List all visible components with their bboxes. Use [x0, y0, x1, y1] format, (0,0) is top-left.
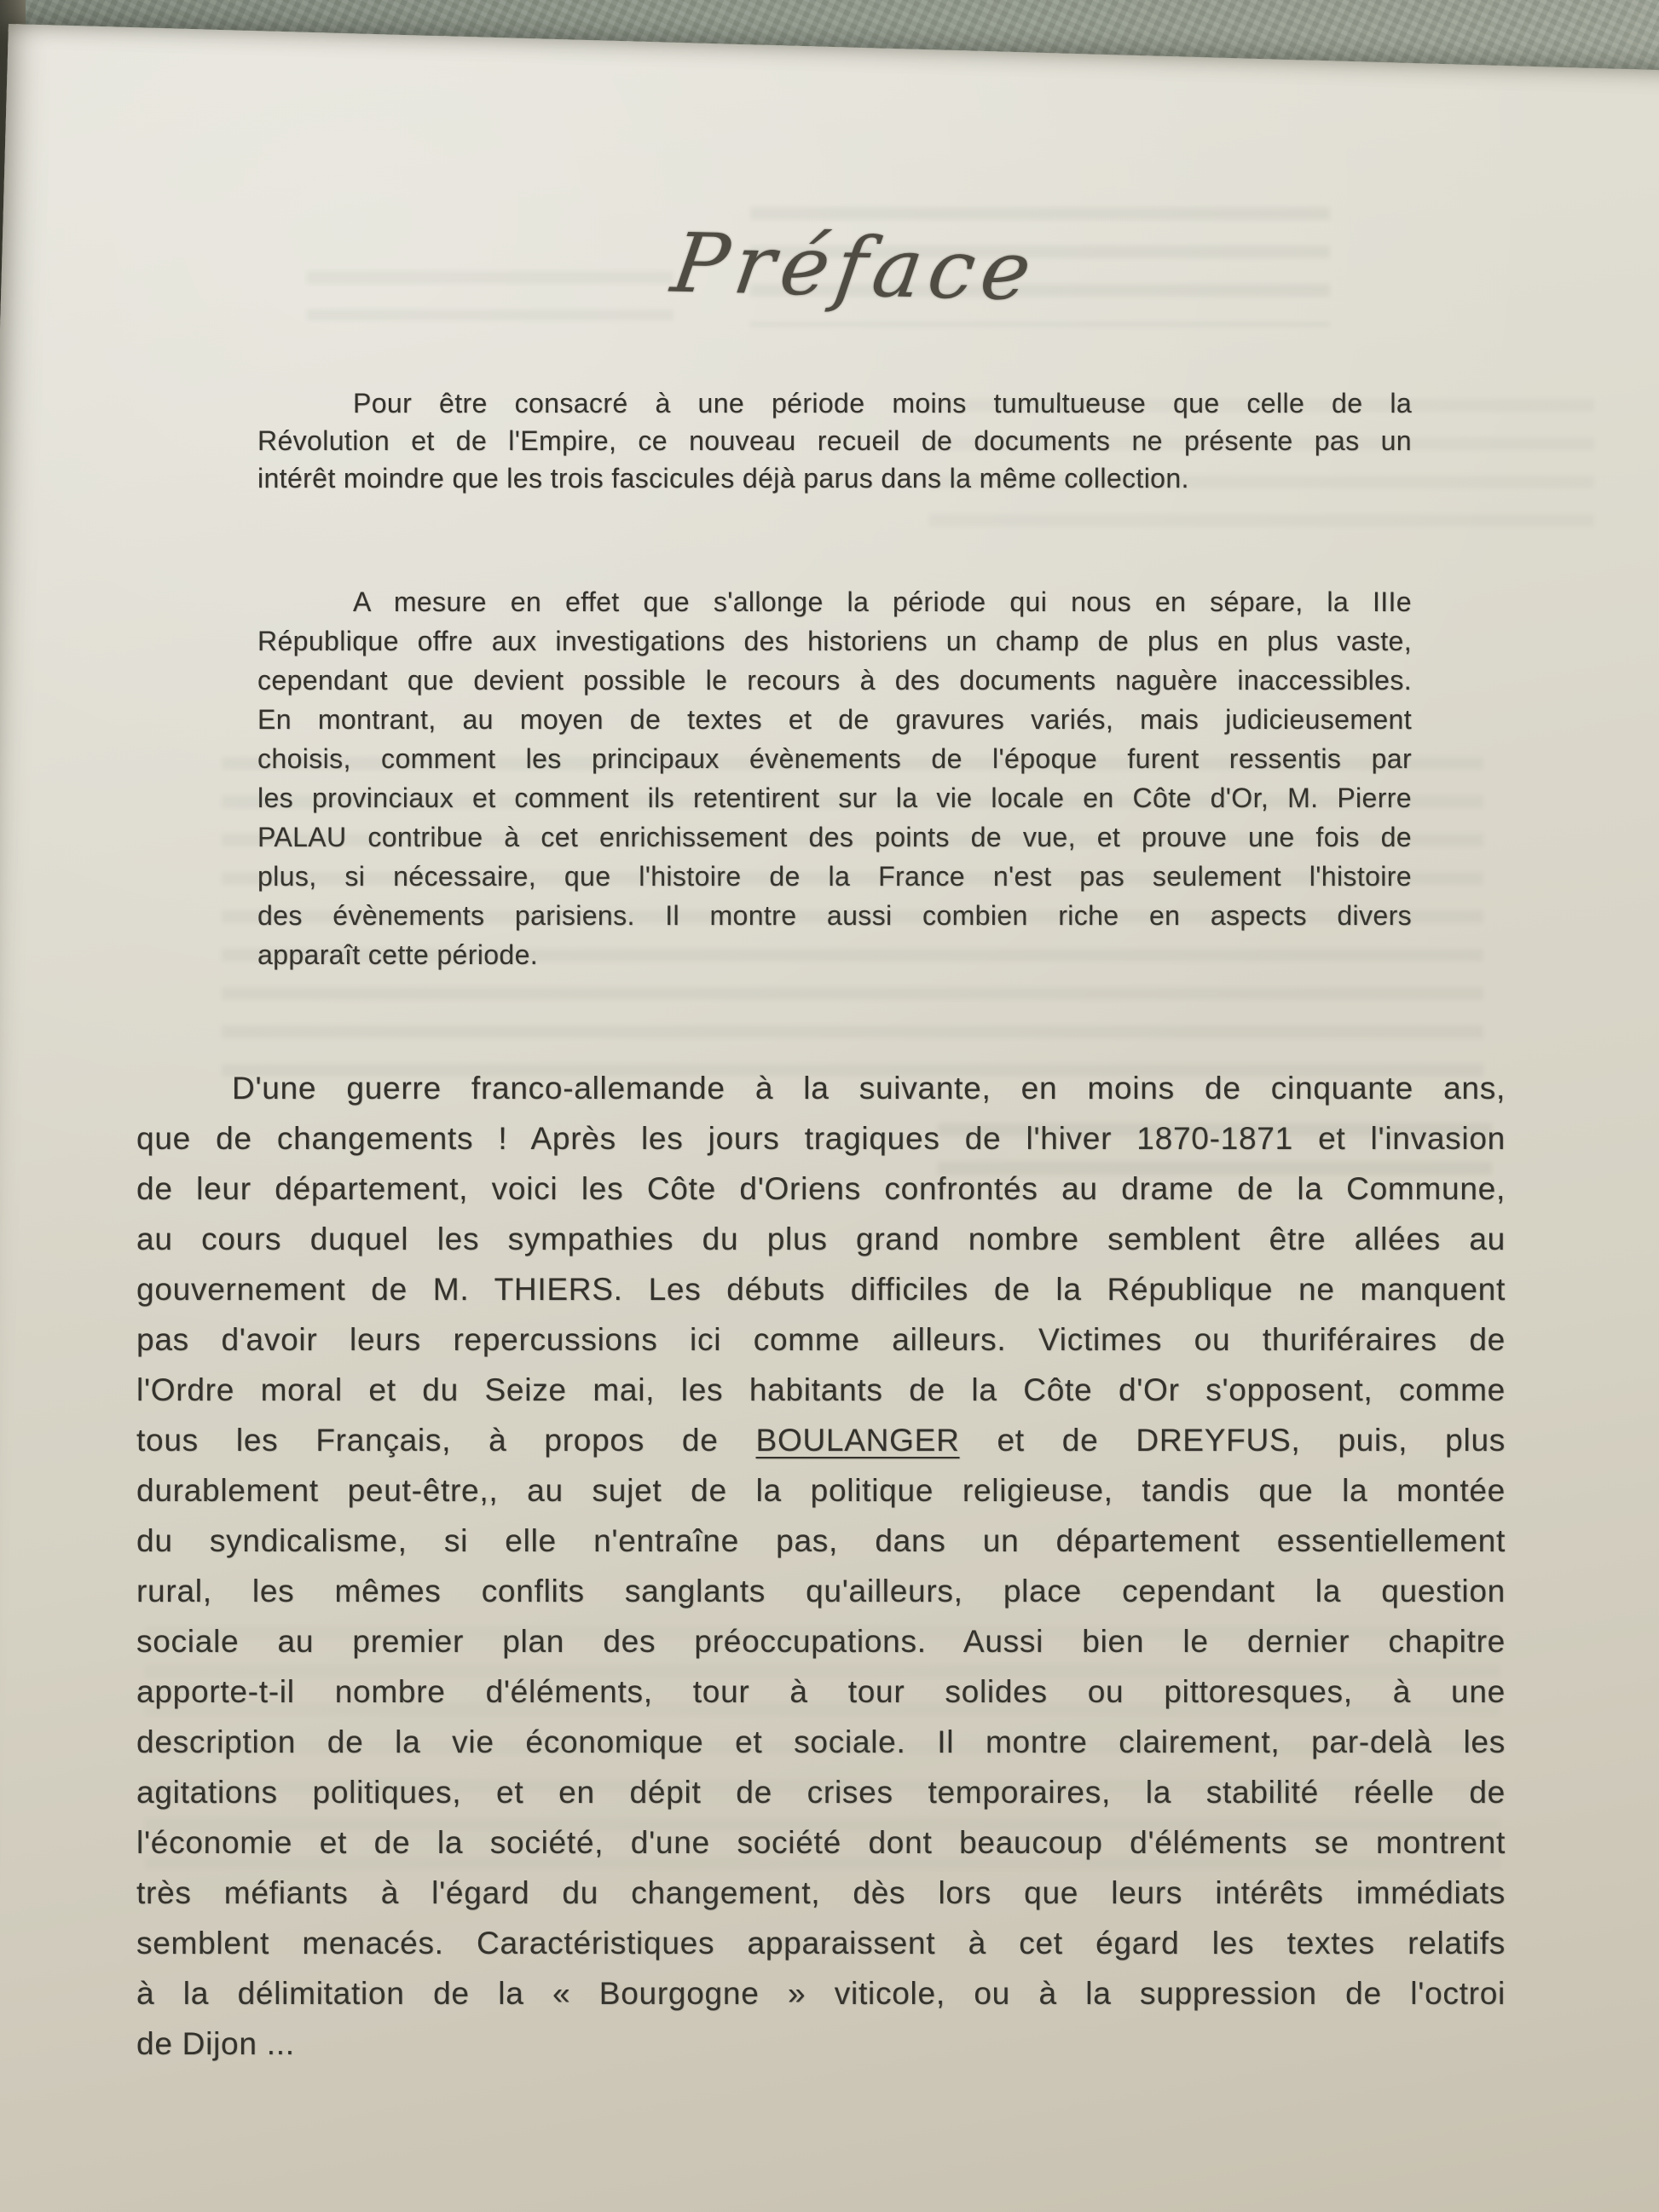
text-line: gouvernement de M. THIERS. Les débuts difficiles de la République ne manquent	[136, 1272, 1506, 1307]
text-line: semblent menacés. Caractéristiques apparaissent à cet égard les textes relatifs	[136, 1926, 1506, 1961]
text-line: pas d'avoir leurs repercussions ici comme ailleurs. Victimes ou thuriféraires de	[136, 1322, 1506, 1357]
text-line: cependant que devient possible le recours à des documents naguère inaccessibles.	[257, 665, 1412, 696]
text-line: En montrant, au moyen de textes et de gravures variés, mais judicieusement	[257, 704, 1412, 735]
text-line: rural, les mêmes conflits sanglants qu'ailleurs, place cependant la question	[136, 1574, 1506, 1608]
underlined-word: BOULANGER	[755, 1423, 960, 1458]
text-line: intérêt moindre que les trois fascicules déjà parus dans la même collection.	[257, 463, 1189, 494]
text-line: apporte-t-il nombre d'éléments, tour à tour solides ou pittoresques, à une	[136, 1674, 1506, 1709]
page-title: Préface	[666, 215, 1044, 320]
text-line: de leur département, voici les Côte d'Oriens confrontés au drame de la Commune,	[136, 1171, 1506, 1206]
book-page	[0, 24, 1659, 2212]
preface-text	[9, 384, 1659, 2069]
text-line: agitations politiques, et en dépit de crises temporaires, la stabilité réelle de	[136, 1775, 1506, 1810]
text-line: D'une guerre franco-allemande à la suivante, en moins de cinquante ans,	[231, 1071, 1506, 1106]
paragraph	[136, 1063, 1506, 2069]
paragraph	[257, 384, 1412, 497]
text-line: Révolution et de l'Empire, ce nouveau recueil de documents ne présente pas un	[257, 425, 1412, 456]
text-line: apparaît cette période.	[257, 939, 539, 970]
text-line: à la délimitation de la « Bourgogne » viticole, ou à la suppression de l'octroi	[136, 1976, 1506, 2011]
page-content	[9, 24, 1659, 2212]
text-line: de Dijon ...	[136, 2026, 295, 2061]
text-line: description de la vie économique et sociale. Il montre clairement, par-delà les	[136, 1724, 1506, 1759]
text-line: choisis, comment les principaux évènements de l'époque furent ressentis par	[257, 743, 1412, 774]
text-line: durablement peut-être,, au sujet de la politique religieuse, tandis que la montée	[136, 1473, 1506, 1508]
text-line: A mesure en effet que s'allonge la période qui nous en sépare, la IIIe	[353, 586, 1412, 617]
text-line: l'Ordre moral et du Seize mai, les habitants de la Côte d'Or s'opposent, comme	[136, 1372, 1506, 1407]
text-line: tous les Français, à propos de BOULANGER et de DREYFUS, puis, plus	[136, 1423, 1506, 1458]
text-line: l'économie et de la société, d'une société dont beaucoup d'éléments se montrent	[136, 1825, 1506, 1860]
text-line: des évènements parisiens. Il montre aussi combien riche en aspects divers	[257, 900, 1412, 931]
text-line: que de changements ! Après les jours tragiques de l'hiver 1870-1871 et l'invasion	[136, 1121, 1506, 1156]
text-line: les provinciaux et comment ils retentirent sur la vie locale en Côte d'Or, M. Pierre	[257, 783, 1412, 813]
text-line: Pour être consacré à une période moins tumultueuse que celle de la	[353, 388, 1412, 419]
text-line: PALAU contribue à cet enrichissement des points de vue, et prouve une fois de	[257, 822, 1412, 852]
paragraph	[257, 582, 1412, 974]
text-line: plus, si nécessaire, que l'histoire de la France n'est pas seulement l'histoire	[257, 861, 1412, 892]
text-line: très méfiants à l'égard du changement, dès lors que leurs intérêts immédiats	[136, 1875, 1506, 1910]
text-line: République offre aux investigations des historiens un champ de plus en plus vaste,	[257, 626, 1412, 656]
text-line: au cours duquel les sympathies du plus grand nombre semblent être allées au	[136, 1222, 1506, 1256]
text-line: sociale au premier plan des préoccupations. Aussi bien le dernier chapitre	[136, 1624, 1506, 1659]
text-line: du syndicalisme, si elle n'entraîne pas, dans un département essentiellement	[136, 1523, 1506, 1558]
